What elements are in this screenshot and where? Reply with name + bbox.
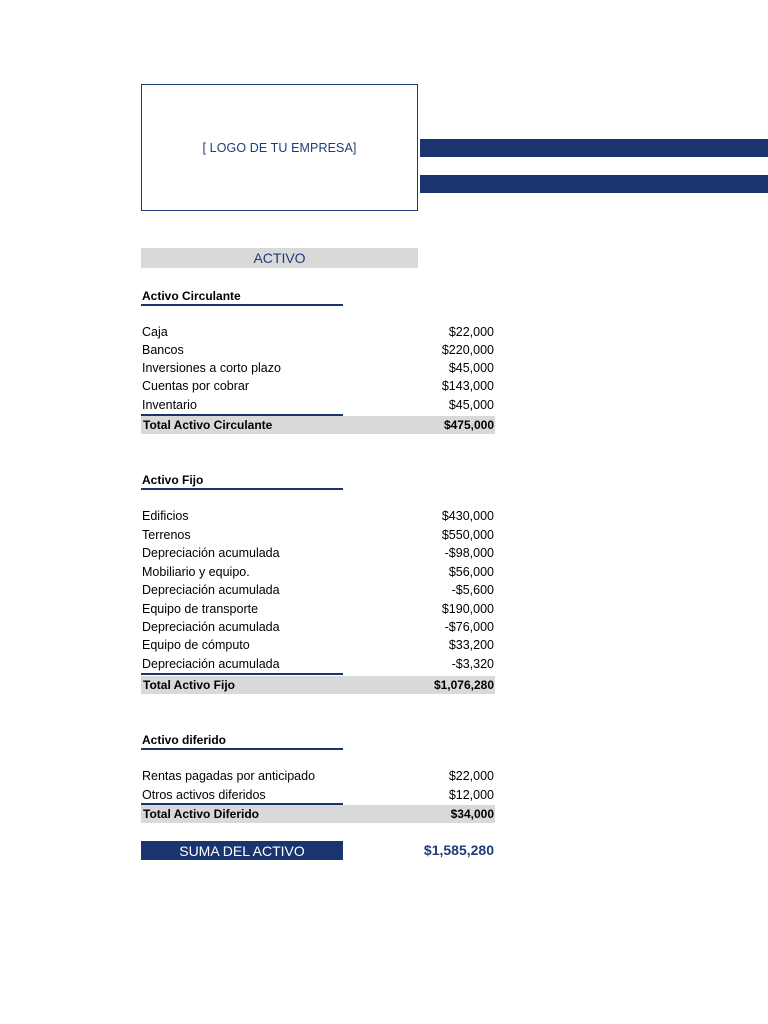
- group-underline: [141, 748, 343, 750]
- row-value: $56,000: [448, 565, 494, 579]
- group-title-activo-circulante: Activo Circulante: [142, 289, 241, 303]
- row-label: Bancos: [142, 343, 184, 357]
- table-row: [141, 581, 495, 599]
- row-value: -$76,000: [444, 620, 494, 634]
- group-title-activo-diferido: Activo diferido: [142, 733, 227, 747]
- total-value: $475,000: [443, 418, 494, 432]
- table-row: [141, 636, 495, 654]
- row-label: Depreciación acumulada: [142, 657, 280, 671]
- table-row: [141, 563, 495, 581]
- row-label: Depreciación acumulada: [142, 546, 280, 560]
- table-row: [141, 359, 495, 377]
- row-label: Equipo de transporte: [142, 602, 259, 616]
- table-row: [141, 655, 495, 673]
- total-label: Total Activo Circulante: [143, 418, 273, 432]
- row-label: Otros activos diferidos: [142, 788, 266, 802]
- row-label: Inversiones a corto plazo: [142, 361, 281, 375]
- table-row: [141, 396, 495, 414]
- row-value: $190,000: [441, 602, 494, 616]
- row-label: Rentas pagadas por anticipado: [142, 769, 316, 783]
- total-label: Total Activo Diferido: [143, 807, 260, 821]
- row-value: $430,000: [441, 509, 494, 523]
- row-value: $22,000: [448, 769, 494, 783]
- row-value: $143,000: [441, 379, 494, 393]
- row-label: Inventario: [142, 398, 197, 412]
- row-label: Depreciación acumulada: [142, 620, 280, 634]
- row-label: Depreciación acumulada: [142, 583, 280, 597]
- row-value: -$3,320: [451, 657, 494, 671]
- table-row: [141, 767, 495, 785]
- row-value: $45,000: [448, 361, 494, 375]
- table-row: [141, 526, 495, 544]
- total-row-activo-diferido: [141, 805, 495, 823]
- group-underline: [141, 304, 343, 306]
- row-label: Edificios: [142, 509, 189, 523]
- total-row-activo-circulante: [141, 416, 495, 434]
- row-value: $220,000: [441, 343, 494, 357]
- total-divider: [141, 673, 343, 675]
- row-value: -$98,000: [444, 546, 494, 560]
- total-value: $1,076,280: [433, 678, 494, 692]
- row-label: Equipo de cómputo: [142, 638, 250, 652]
- row-label: Mobiliario y equipo.: [142, 565, 250, 579]
- section-title-activo: ACTIVO: [141, 248, 418, 268]
- total-assets-value: $1,585,280: [423, 842, 494, 858]
- group-underline: [141, 488, 343, 490]
- total-label: Total Activo Fijo: [143, 678, 235, 692]
- table-row: [141, 618, 495, 636]
- group-title-activo-fijo: Activo Fijo: [142, 473, 204, 487]
- total-assets-label: SUMA DEL ACTIVO: [141, 841, 343, 860]
- brand-stripe-bottom: [420, 175, 768, 193]
- row-value: $33,200: [448, 638, 494, 652]
- row-label: Cuentas por cobrar: [142, 379, 250, 393]
- total-row-activo-fijo: [141, 676, 495, 694]
- row-label: Caja: [142, 325, 168, 339]
- total-value: $34,000: [450, 807, 494, 821]
- table-row: [141, 341, 495, 359]
- row-value: $45,000: [448, 398, 494, 412]
- table-row: [141, 600, 495, 618]
- table-row: [141, 377, 495, 395]
- table-row: [141, 786, 495, 804]
- table-row: [141, 507, 495, 525]
- row-value: $550,000: [441, 528, 494, 542]
- table-row: [141, 323, 495, 341]
- row-value: $12,000: [448, 788, 494, 802]
- row-value: $22,000: [448, 325, 494, 339]
- row-label: Terrenos: [142, 528, 191, 542]
- company-logo-placeholder[interactable]: [141, 84, 418, 211]
- row-value: -$5,600: [451, 583, 494, 597]
- brand-stripe-top: [420, 139, 768, 157]
- table-row: [141, 544, 495, 562]
- logo-placeholder-text: [ LOGO DE TU EMPRESA]: [202, 140, 357, 155]
